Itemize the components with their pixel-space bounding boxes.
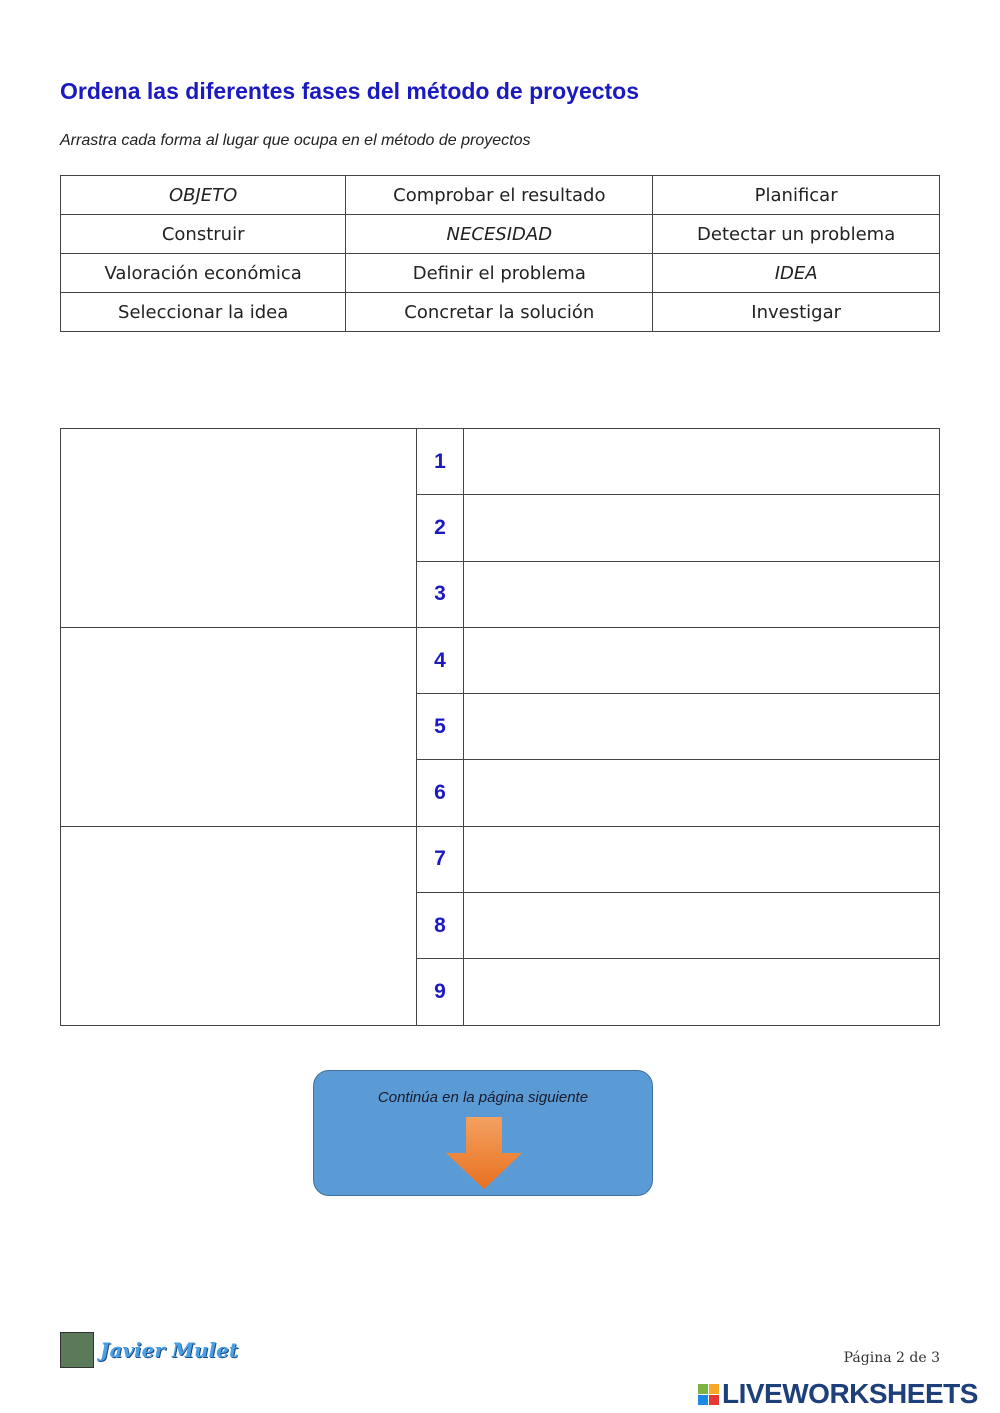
draggable-word[interactable]: Seleccionar la idea <box>61 293 346 332</box>
phase-drop-zone[interactable] <box>61 826 417 1025</box>
table-row <box>61 429 940 495</box>
step-drop-zone[interactable] <box>464 627 940 693</box>
liveworksheets-icon <box>698 1384 719 1405</box>
step-number: 3 <box>417 561 464 627</box>
step-drop-zone[interactable] <box>464 694 940 760</box>
phase-drop-zone[interactable] <box>61 627 417 826</box>
draggable-word[interactable]: Valoración económica <box>61 254 346 293</box>
draggable-word[interactable]: Comprobar el resultado <box>346 176 653 215</box>
page-number: Página 2 de 3 <box>843 1350 940 1366</box>
step-number: 4 <box>417 627 464 693</box>
draggable-word[interactable]: Detectar un problema <box>653 215 940 254</box>
author-logo <box>60 1332 238 1368</box>
draggable-word[interactable]: Construir <box>61 215 346 254</box>
draggable-word[interactable]: NECESIDAD <box>346 215 653 254</box>
liveworksheets-logo <box>698 1378 978 1410</box>
phase-drop-zone[interactable] <box>61 429 417 628</box>
author-name: Javier Mulet <box>100 1338 239 1362</box>
draggable-word[interactable]: OBJETO <box>61 176 346 215</box>
continue-label: Continúa en la página siguiente <box>377 1089 589 1106</box>
step-number: 8 <box>417 893 464 959</box>
draggable-word[interactable]: Investigar <box>653 293 940 332</box>
step-number: 1 <box>417 429 464 495</box>
step-number: 5 <box>417 694 464 760</box>
step-drop-zone[interactable] <box>464 561 940 627</box>
table-row <box>61 215 940 254</box>
step-number: 6 <box>417 760 464 826</box>
step-drop-zone[interactable] <box>464 429 940 495</box>
step-drop-zone[interactable] <box>464 959 940 1025</box>
page-title: Ordena las diferentes fases del método de proyectos <box>60 78 640 104</box>
step-drop-zone[interactable] <box>464 495 940 561</box>
step-drop-zone[interactable] <box>464 893 940 959</box>
author-avatar-icon <box>60 1332 94 1368</box>
table-row <box>61 627 940 693</box>
table-row <box>61 176 940 215</box>
step-number: 2 <box>417 495 464 561</box>
step-drop-zone[interactable] <box>464 826 940 892</box>
brand-text: LIVEWORKSHEETS <box>722 1378 978 1409</box>
table-row <box>61 826 940 892</box>
table-row <box>61 293 940 332</box>
arrow-down-icon <box>444 1117 524 1191</box>
step-drop-zone[interactable] <box>464 760 940 826</box>
draggable-word[interactable]: Concretar la solución <box>346 293 653 332</box>
step-number: 9 <box>417 959 464 1025</box>
ordering-table <box>60 428 940 1026</box>
instructions: Arrastra cada forma al lugar que ocupa en el método de proyectos <box>60 132 531 149</box>
continue-box <box>313 1070 653 1196</box>
word-bank-table <box>60 175 940 332</box>
draggable-word[interactable]: Planificar <box>653 176 940 215</box>
table-row <box>61 254 940 293</box>
draggable-word[interactable]: Definir el problema <box>346 254 653 293</box>
draggable-word[interactable]: IDEA <box>653 254 940 293</box>
step-number: 7 <box>417 826 464 892</box>
